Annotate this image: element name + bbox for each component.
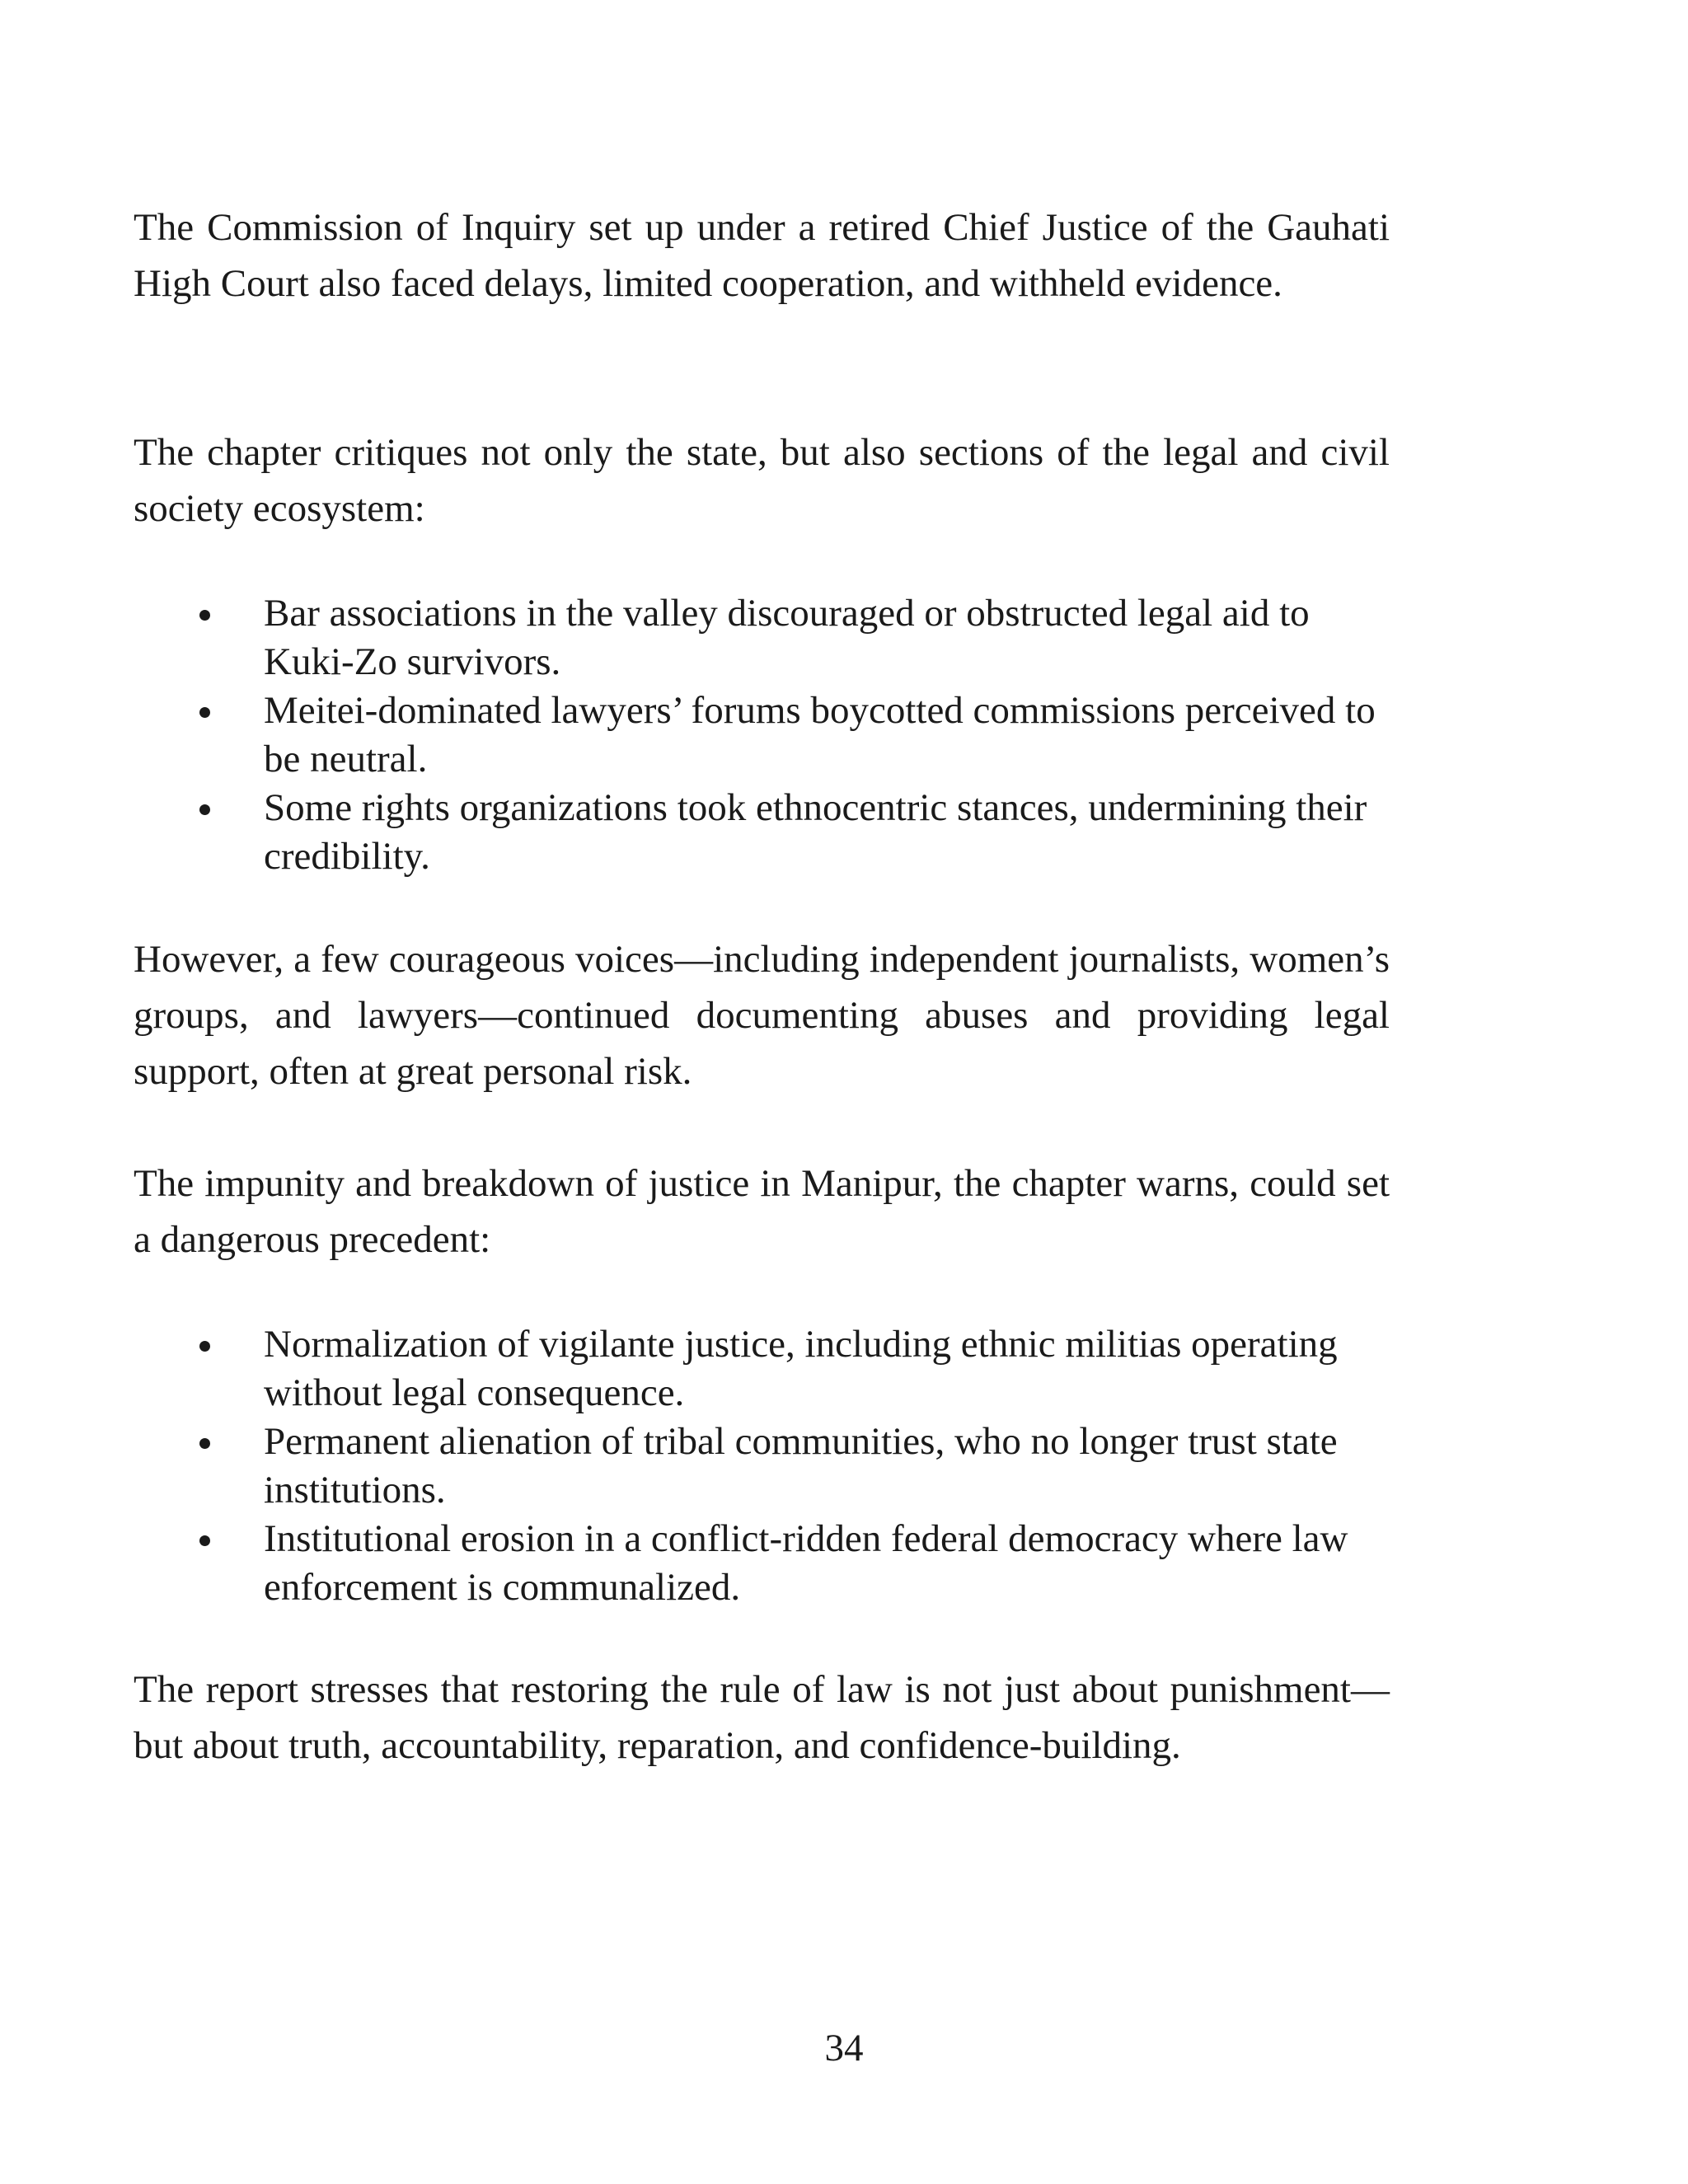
list-item <box>134 1418 1395 1515</box>
critique-bullet-list <box>134 589 1395 881</box>
paragraph-courageous-voices: However, a few courageous voices—including independent journalists, women’s groups, and lawyers—continued documenting abuses and providing legal support, often at great personal risk. <box>134 938 1390 1093</box>
paragraph-commission-of-inquiry: The Commission of Inquiry set up under a retired Chief Justice of the Gauhati High Court also faced delays, limited cooperation, and withheld evidence. <box>134 206 1390 305</box>
paragraph-report-stresses: The report stresses that restoring the rule of law is not just about punishment—but about truth, accountability, reparation, and confidence-building. <box>134 1668 1390 1767</box>
list-item <box>134 687 1395 784</box>
precedent-bullet-list <box>134 1320 1395 1612</box>
page-number: 34 <box>824 2027 864 2069</box>
list-item <box>134 784 1395 881</box>
list-item-text: Permanent alienation of tribal communities, who no longer trust state institutions. <box>264 1420 1338 1511</box>
bullet-icon <box>199 1341 210 1352</box>
list-item <box>134 1320 1395 1418</box>
list-item-text: Normalization of vigilante justice, including ethnic militias operating without legal consequence. <box>264 1323 1338 1414</box>
list-item-text: Some rights organizations took ethnocentric stances, undermining their credibility. <box>264 786 1367 878</box>
bullet-icon <box>199 610 210 621</box>
bullet-icon <box>199 707 210 718</box>
paragraph-impunity-warning: The impunity and breakdown of justice in Manipur, the chapter warns, could set a dangerous precedent: <box>134 1162 1390 1261</box>
bullet-icon <box>199 1535 210 1546</box>
paragraph-chapter-critiques: The chapter critiques not only the state, but also sections of the legal and civil society ecosystem: <box>134 431 1390 530</box>
list-item-text: Bar associations in the valley discouraged or obstructed legal aid to Kuki-Zo survivors. <box>264 592 1310 683</box>
list-item <box>134 1515 1395 1612</box>
list-item <box>134 589 1395 687</box>
bullet-icon <box>199 804 210 815</box>
list-item-text: Institutional erosion in a conflict-ridden federal democracy where law enforcement is communalized. <box>264 1517 1348 1609</box>
list-item-text: Meitei-dominated lawyers’ forums boycotted commissions perceived to be neutral. <box>264 689 1376 780</box>
bullet-icon <box>199 1438 210 1449</box>
